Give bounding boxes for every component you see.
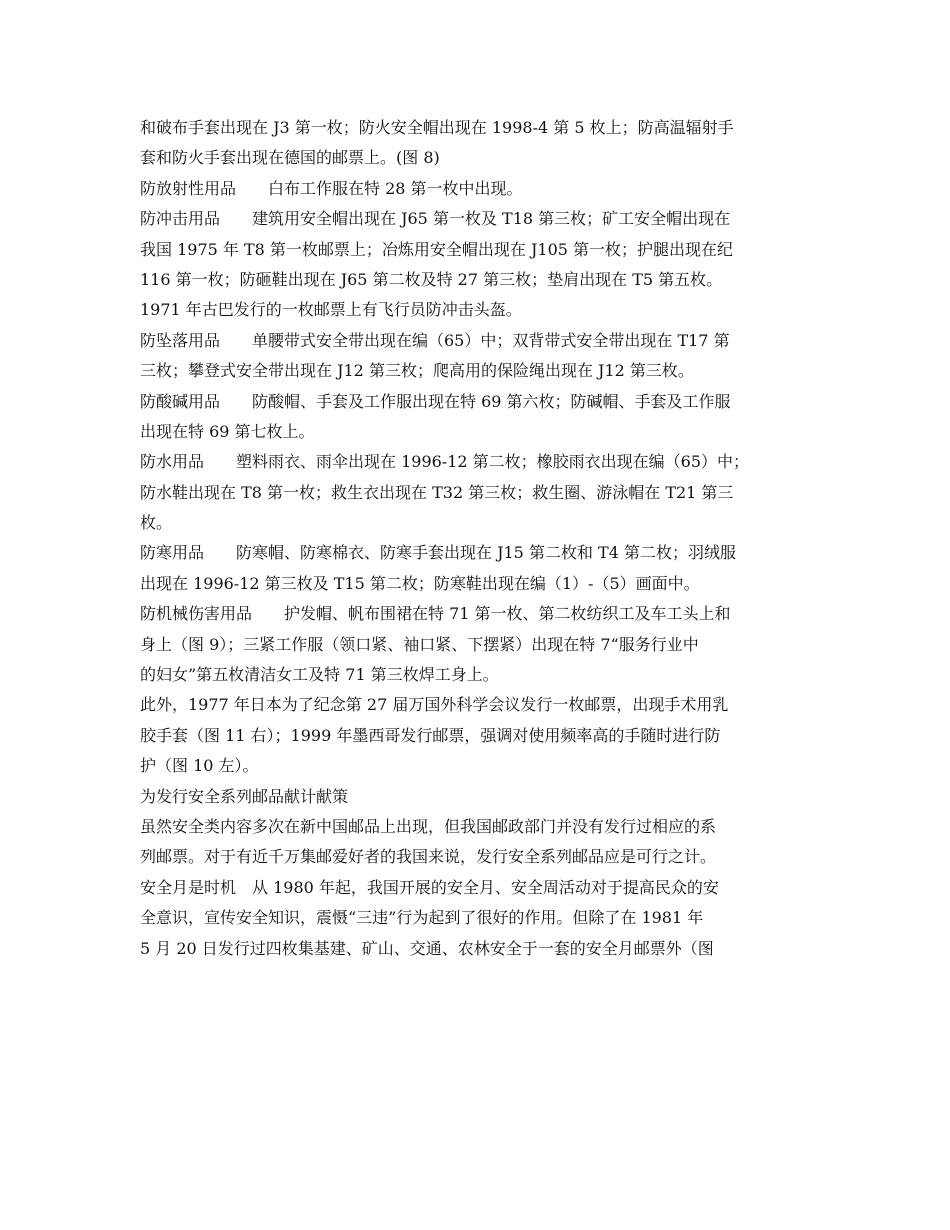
section-heading: 为发行安全系列邮品献计献策 bbox=[140, 786, 349, 806]
text-line: 的妇女”第五枚清洁女工及特 71 第三枚焊工身上。 bbox=[140, 665, 499, 685]
document-body-text bbox=[140, 113, 830, 964]
text-line: 防水鞋出现在 T8 第一枚；救生衣出现在 T32 第三枚；救生圈、游泳帽在 T21 第三 bbox=[140, 482, 734, 502]
text-line: 护（图 10 左）。 bbox=[140, 756, 259, 776]
text-line: 虽然安全类内容多次在新中国邮品上出现，但我国邮政部门并没有发行过相应的系 bbox=[140, 816, 717, 836]
text-line: 116 第一枚；防砸鞋出现在 J65 第二枚及特 27 第三枚；垫肩出现在 T5 第五枚。 bbox=[140, 269, 723, 289]
text-line: 出现在 1996-12 第三枚及 T15 第二枚；防寒鞋出现在编（1）-（5）画面中。 bbox=[140, 573, 700, 593]
text-line: 胶手套（图 11 右）；1999 年墨西哥发行邮票，强调对使用频率高的手随时进行防 bbox=[140, 725, 721, 745]
text-line: 防机械伤害用品 护发帽、帆布围裙在特 71 第一枚、第二枚纺织工及车工头上和 bbox=[140, 604, 731, 624]
text-line: 此外，1977 年日本为了纪念第 27 届万国外科学会议发行一枚邮票，出现手术用乳 bbox=[140, 695, 729, 715]
text-line: 防寒用品 防寒帽、防寒棉衣、防寒手套出现在 J15 第二枚和 T4 第二枚；羽绒服 bbox=[140, 543, 736, 563]
text-line: 枚。 bbox=[140, 513, 173, 533]
text-line: 三枚；攀登式安全带出现在 J12 第三枚；爬高用的保险绳出现在 J12 第三枚。 bbox=[140, 361, 694, 381]
text-line: 列邮票。对于有近千万集邮爱好者的我国来说，发行安全系列邮品应是可行之计。 bbox=[140, 847, 717, 867]
text-line: 套和防火手套出现在德国的邮票上。(图 8) bbox=[140, 148, 440, 168]
text-line: 防放射性用品 白布工作服在特 28 第一枚中出现。 bbox=[140, 178, 523, 198]
text-line: 防坠落用品 单腰带式安全带出现在编（65）中；双背带式安全带出现在 T17 第 bbox=[140, 330, 730, 350]
text-line: 防冲击用品 建筑用安全帽出现在 J65 第一枚及 T18 第三枚；矿工安全帽出现在 bbox=[140, 209, 731, 229]
text-line: 防水用品 塑料雨衣、雨伞出现在 1996-12 第二枚；橡胶雨衣出现在编（65）中； bbox=[140, 452, 750, 472]
text-line: 我国 1975 年 T8 第一枚邮票上；冶炼用安全帽出现在 J105 第一枚；护腿出现在纪 bbox=[140, 239, 734, 259]
text-line: 身上（图 9）；三紧工作服（领口紧、袖口紧、下摆紧）出现在特 7“服务行业中 bbox=[140, 634, 699, 654]
text-line: 出现在特 69 第七枚上。 bbox=[140, 421, 315, 441]
text-line: 1971 年古巴发行的一枚邮票上有飞行员防冲击头盔。 bbox=[140, 300, 522, 320]
text-line: 防酸碱用品 防酸帽、手套及工作服出现在特 69 第六枚；防碱帽、手套及工作服 bbox=[140, 391, 731, 411]
text-line: 全意识，宣传安全知识，震慑“三违”行为起到了很好的作用。但除了在 1981 年 bbox=[140, 908, 704, 928]
text-line: 安全月是时机 从 1980 年起，我国开展的安全月、安全周活动对于提高民众的安 bbox=[140, 877, 719, 897]
text-line: 和破布手套出现在 J3 第一枚；防火安全帽出现在 1998-4 第 5 枚上；防高温辐射手 bbox=[140, 118, 734, 137]
text-line: 5 月 20 日发行过四枚集基建、矿山、交通、农林安全于一套的安全月邮票外（图 bbox=[140, 938, 714, 958]
